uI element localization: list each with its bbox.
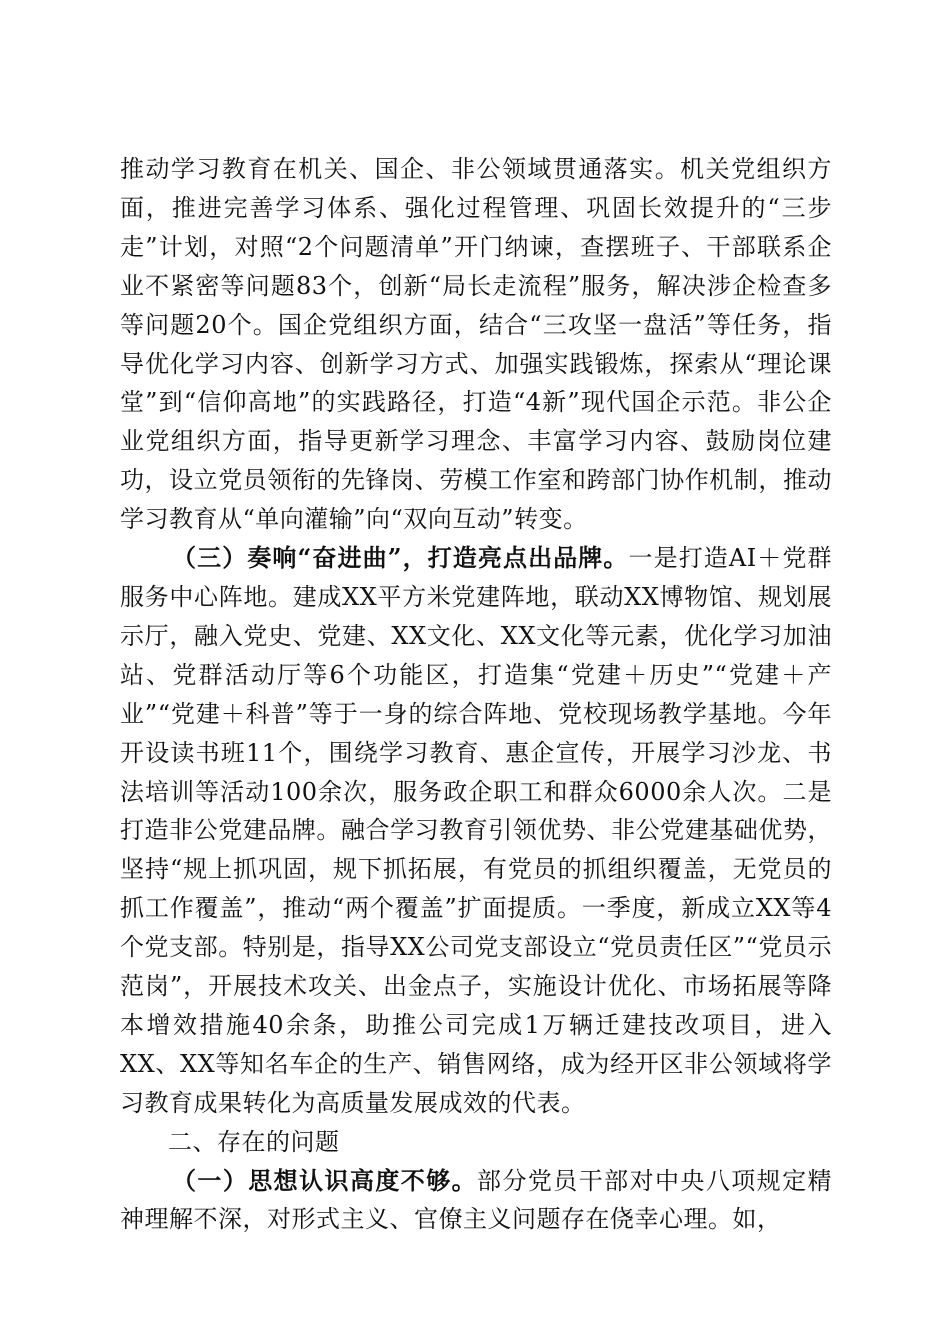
paragraph-problem-one-text: 部分党员干部对中央八项规定精神理解不深，对形式主义、官僚主义问题存在侥幸心理。如，: [120, 1166, 833, 1234]
paragraph-problem-one: [120, 1162, 832, 1240]
paragraph-brand-building: [120, 539, 832, 1123]
subheading-one: （一）思想认识高度不够。: [172, 1165, 478, 1195]
paragraph-brand-building-text: 一是打造AI＋党群服务中心阵地。建成XX平方米党建阵地，联动XX博物馆、规划展示厅，融入党史、党建、XX文化、XX文化等元素，优化学习加油站、党群活动厅等6个功能区，打造集“党建＋历史”“党建＋产业”“党建＋科普”等于一身的综合阵地、党校现场教学基地。今年开设读书班11个，围绕学习教育、惠企宣传，开展学习沙龙、书法培训等活动100余次，服务政企职工和群众6000余人次。二是打造非公党建品牌。融合学习教育引领优势、非公党建基础优势，坚持“规上抓巩固，规下抓拓展，有党员的抓组织覆盖，无党员的抓工作覆盖”，推动“两个覆盖”扩面提质。一季度，新成立XX等4个党支部。特别是，指导XX公司党支部设立“党员责任区”“党员示范岗”，开展技术攻关、出金点子，实施设计优化、市场拓展等降本增效措施40余条，助推公司完成1万辆迁建技改项目，进入XX、XX等知名车企的生产、销售网络，成为经开区非公领域将学习教育成果转化为高质量发展成效的代表。: [120, 544, 833, 1117]
section-heading-problems: 二、存在的问题: [168, 1127, 340, 1156]
subheading-three: （三）奏响“奋进曲”，打造亮点出品牌。: [172, 543, 629, 573]
paragraph-work-implementation: 推动学习教育在机关、国企、非公领域贯通落实。机关党组织方面，推进完善学习体系、强化过程管理、巩固长效提升的“三步走”计划，对照“2个问题清单”开门纳谏，查摆班子、干部联系企业不紧密等问题83个，创新“局长走流程”服务，解决涉企检查多等问题20个。国企党组织方面，结合“三攻坚一盘活”等任务，指导优化学习内容、创新学习方式、加强实践锻炼，探索从“理论课堂”到“信仰高地”的实践路径，打造“4新”现代国企示范。非公企业党组织方面，指导更新学习理念、丰富学习内容、鼓励岗位建功，设立党员领衔的先锋岗、劳模工作室和跨部门协作机制，推动学习教育从“单向灌输”向“双向互动”转变。: [120, 155, 832, 534]
document-body: [120, 150, 832, 1239]
